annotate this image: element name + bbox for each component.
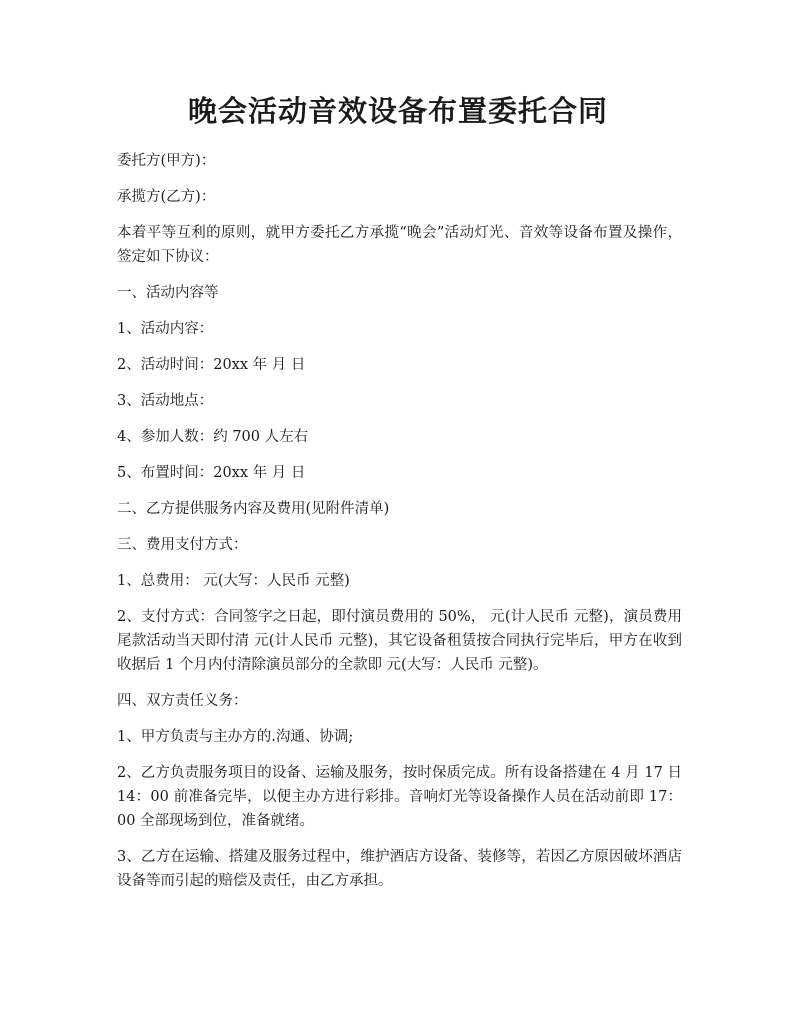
- section-heading-3: 三、费用支付方式：: [117, 537, 248, 553]
- preamble-paragraph: 本着平等互利的原则，就甲方委托乙方承揽“晚会”活动灯光、音效等设备布置及操作，签定如下协议：: [117, 225, 682, 265]
- party-a-line: 委托方(甲方)：: [117, 153, 216, 169]
- duty-item-3: 3、乙方在运输、搭建及服务过程中，维护酒店方设备、装修等，若因乙方原因破坏酒店设备等而引起的赔偿及责任，由乙方承担。: [117, 849, 682, 889]
- duty-item-2: 2、乙方负责服务项目的设备、运输及服务，按时保质完成。所有设备搭建在 4 月 17 日 14：00 前准备完毕，以便主办方进行彩排。音响灯光等设备操作人员在活动前即 17：00 全部现场到位，准备就绪。: [117, 765, 682, 829]
- setup-time-line: 5、布置时间：20xx 年 月 日: [117, 465, 306, 481]
- section-heading-4: 四、双方责任义务：: [117, 693, 248, 709]
- attendee-count-line: 4、参加人数：约 700 人左右: [117, 429, 309, 445]
- document-body: [117, 149, 682, 905]
- section-heading-1: 一、活动内容等: [117, 285, 219, 301]
- activity-content-line: 1、活动内容：: [117, 321, 214, 337]
- document-title: 晚会活动音效设备布置委托合同: [187, 94, 608, 128]
- payment-method-paragraph: 2、支付方式：合同签字之日起，即付演员费用的 50%， 元(计人民币 元整)，演员费用尾款活动当天即付清 元(计人民币 元整)，其它设备租赁按合同执行完毕后，甲方在收到收据后 1 个月内付清除演员部分的全款即 元(大写：人民币 元整)。: [117, 609, 682, 673]
- party-b-line: 承揽方(乙方)：: [117, 189, 216, 205]
- activity-time-line: 2、活动时间：20xx 年 月 日: [117, 357, 306, 373]
- duty-item-1: 1、甲方负责与主办方的.沟通、协调;: [117, 729, 354, 745]
- section-heading-2: 二、乙方提供服务内容及费用(见附件清单): [117, 501, 390, 517]
- activity-location-line: 3、活动地点：: [117, 393, 214, 409]
- total-fee-line: 1、总费用： 元(大写：人民币 元整): [117, 573, 350, 589]
